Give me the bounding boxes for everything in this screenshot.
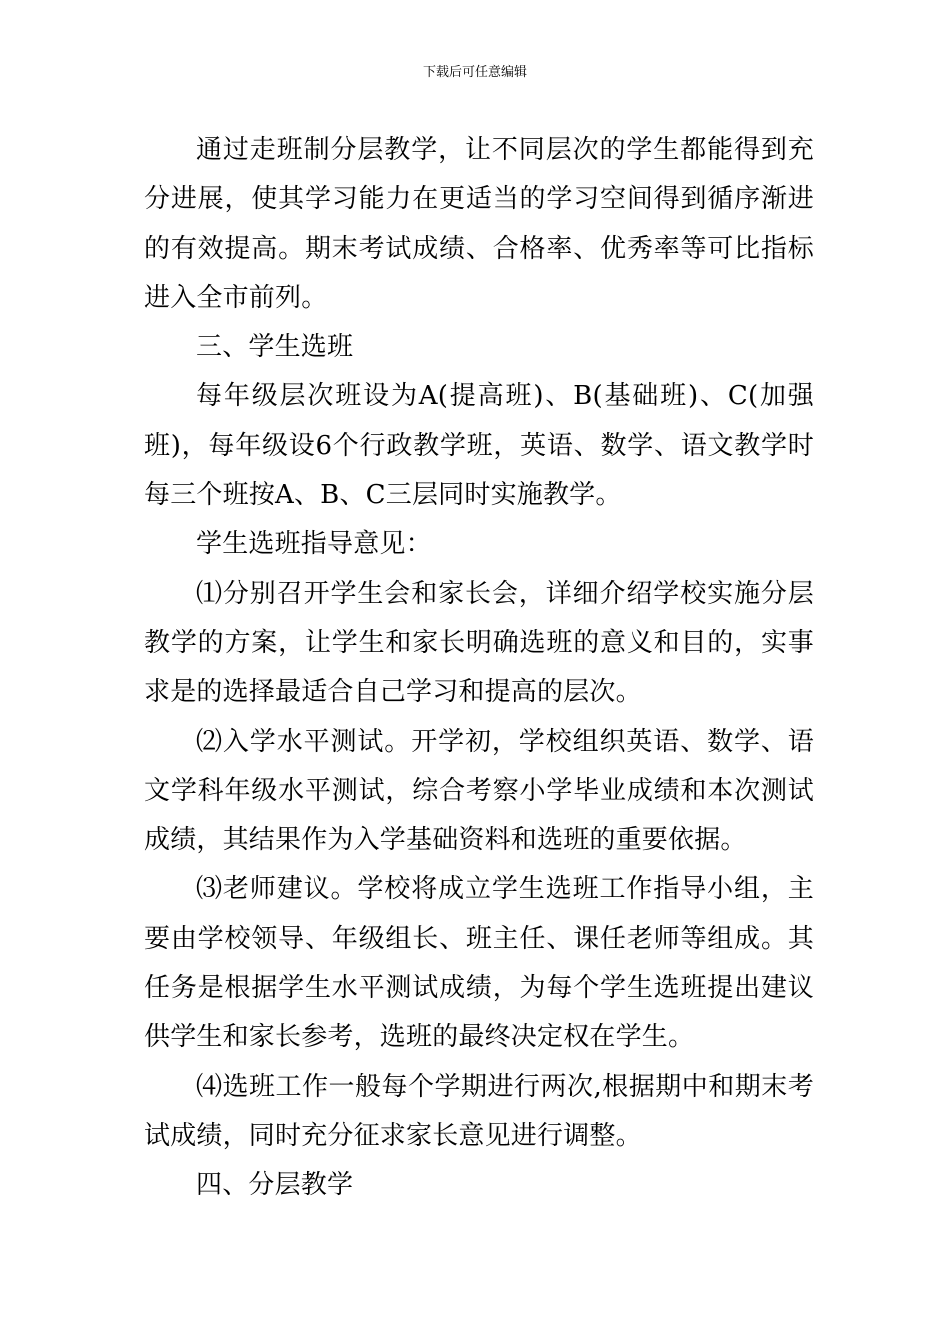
document-body <box>144 126 814 1211</box>
paragraph-class-levels: 每年级层次班设为A(提高班)、B(基础班)、C(加强班)，每年级设6个行政教学班，英语、数学、语文教学时每三个班按A、B、C三层同时实施教学。 <box>144 381 814 511</box>
paragraph-goal: 通过走班制分层教学，让不同层次的学生都能得到充分进展，使其学习能力在更适当的学习空间得到循序渐进的有效提高。期末考试成绩、合格率、优秀率等可比指标进入全市前列。 <box>144 135 814 313</box>
page-header-note: 下载后可任意编辑 <box>422 65 527 80</box>
paragraph-guidance-1: ⑴分别召开学生会和家长会，详细介绍学校实施分层教学的方案，让学生和家长明确选班的意义和目的，实事求是的选择最适合自己学习和提高的层次。 <box>144 578 814 708</box>
paragraph-guidance-3: ⑶老师建议。学校将成立学生选班工作指导小组，主要由学校领导、年级组长、班主任、课任老师等组成。其任务是根据学生水平测试成绩，为每个学生选班提出建议供学生和家长参考，选班的最终决定权在学生。 <box>144 874 814 1053</box>
section-heading-student-class-selection: 三、学生选班 <box>196 332 354 363</box>
paragraph-guidance-4: ⑷选班工作一般每个学期进行两次,根据期中和期末考试成绩，同时充分征求家长意见进行调整。 <box>144 1071 814 1151</box>
paragraph-guidance-title: 学生选班指导意见： <box>196 529 432 560</box>
section-heading-layered-teaching: 四、分层教学 <box>196 1170 354 1201</box>
paragraph-guidance-2: ⑵入学水平测试。开学初，学校组织英语、数学、语文学科年级水平测试，综合考察小学毕业成绩和本次测试成绩，其结果作为入学基础资料和选班的重要依据。 <box>144 726 814 856</box>
